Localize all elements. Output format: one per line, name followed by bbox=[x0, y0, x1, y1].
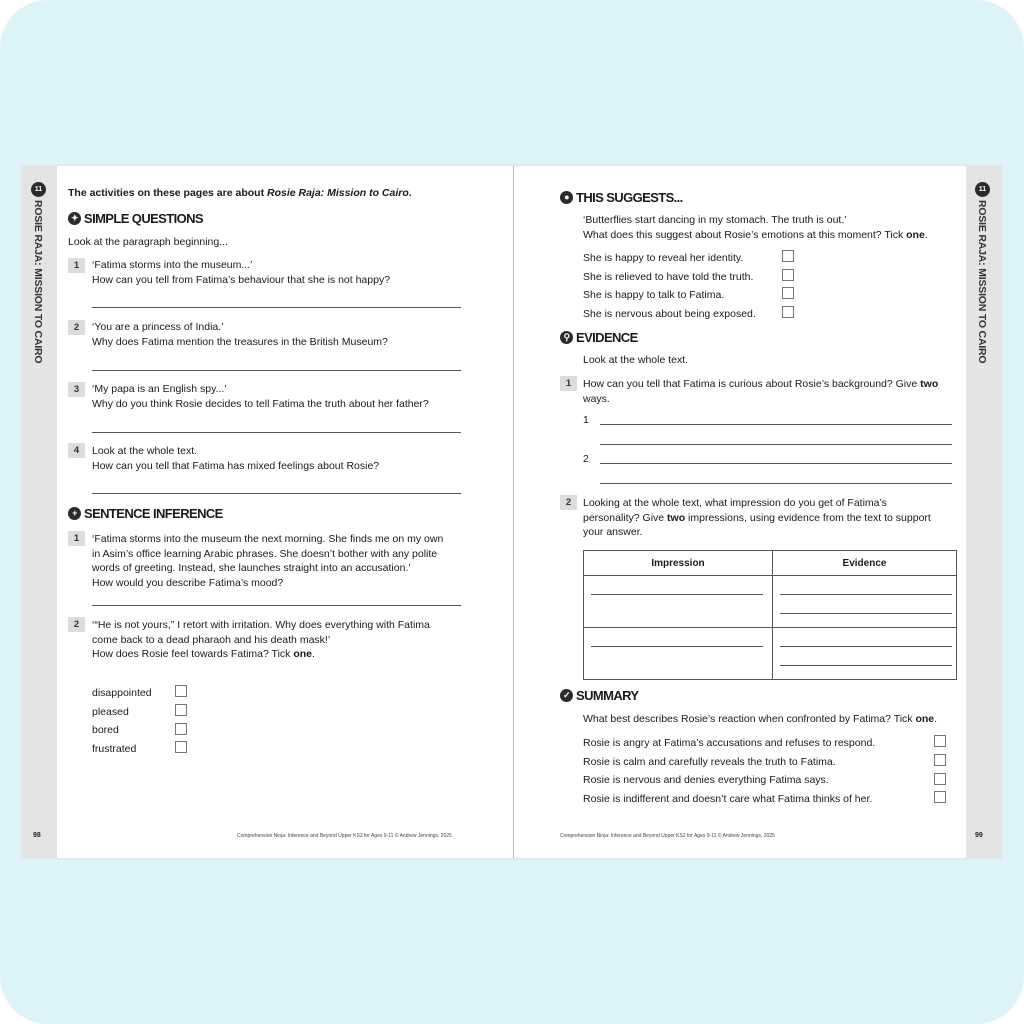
answer-line[interactable] bbox=[92, 493, 461, 494]
quote-line: in Asim’s office learning Arabic phrases. She doesn’t bother with any polite bbox=[92, 547, 438, 560]
question-number: 1 bbox=[68, 531, 85, 546]
question-prompt bbox=[92, 647, 430, 662]
option-label: Rosie is indifferent and doesn’t care what Fatima thinks of her. bbox=[583, 793, 873, 806]
evidence-heading bbox=[560, 330, 638, 345]
intro-prefix: The activities on these pages are about bbox=[68, 187, 267, 199]
question-text bbox=[583, 377, 938, 406]
question-text bbox=[92, 382, 429, 411]
tick-box[interactable] bbox=[934, 791, 946, 803]
answer-line[interactable] bbox=[600, 424, 952, 425]
tick-box[interactable] bbox=[934, 735, 946, 747]
simple-questions-heading bbox=[68, 211, 203, 226]
question-text bbox=[92, 320, 388, 349]
option-label: frustrated bbox=[92, 743, 137, 756]
reaction-options bbox=[583, 734, 875, 809]
heading-label: SUMMARY bbox=[576, 688, 639, 703]
chapter-number-badge: 11 bbox=[975, 182, 990, 197]
chapter-title-vertical: ROSIE RAJA: MISSION TO CAIRO bbox=[976, 200, 988, 364]
left-chapter-tab bbox=[22, 166, 57, 858]
quote-line: come back to a dead pharaoh and his death mask!’ bbox=[92, 633, 331, 646]
prompt-end: . bbox=[312, 648, 315, 660]
chapter-number-badge: 11 bbox=[31, 182, 46, 197]
impression-cell[interactable] bbox=[584, 576, 773, 628]
prompt-bold: two bbox=[920, 378, 939, 390]
heading-label: EVIDENCE bbox=[576, 330, 638, 345]
page-number-right: 99 bbox=[975, 832, 983, 839]
prompt-bold: one bbox=[915, 713, 935, 725]
question-number: 3 bbox=[68, 382, 85, 397]
question-quote: ‘Fatima storms into the museum...’ bbox=[92, 259, 253, 271]
prompt-text: impressions, using evidence from the text to support bbox=[685, 511, 931, 524]
answer-line[interactable] bbox=[780, 665, 952, 666]
answer-line[interactable] bbox=[92, 370, 461, 371]
question-lead: Look at the whole text. bbox=[92, 445, 198, 457]
option-label: She is happy to reveal her identity. bbox=[583, 252, 744, 264]
answer-line[interactable] bbox=[600, 444, 952, 445]
option-label: bored bbox=[92, 724, 119, 737]
answer-line[interactable] bbox=[780, 646, 952, 647]
question-text bbox=[92, 532, 443, 590]
question-prompt bbox=[583, 377, 938, 392]
question-prompt: How can you tell from Fatima’s behaviour that she is not happy? bbox=[92, 273, 391, 286]
quote-line: ‘Fatima storms into the museum the next morning. She finds me on my own bbox=[92, 533, 444, 545]
column-header-evidence: Evidence bbox=[773, 551, 957, 576]
heading-label: SIMPLE QUESTIONS bbox=[84, 211, 203, 226]
quote-line: words of greeting. Instead, she launches straight into an accusation.’ bbox=[92, 562, 411, 574]
prompt-bold: one bbox=[293, 648, 313, 660]
option-label: She is relieved to have told the truth. bbox=[583, 270, 754, 283]
prompt-text: personality? Give bbox=[583, 511, 668, 524]
question-text bbox=[92, 618, 430, 662]
evidence-lead: Look at the whole text. bbox=[583, 354, 689, 366]
footer-left: Comprehension Ninja: Inference and Beyond Upper KS2 for Ages 9-11 © Andrew Jennings, 2025 bbox=[237, 833, 452, 839]
ninja-star-icon: ✦ bbox=[68, 212, 81, 225]
impression-evidence-table bbox=[583, 550, 957, 680]
answer-label-1: 1 bbox=[583, 414, 589, 426]
option-label: Rosie is nervous and denies everything Fatima says. bbox=[583, 774, 829, 787]
right-chapter-tab bbox=[966, 166, 1001, 858]
prompt-line bbox=[583, 511, 931, 526]
tick-box[interactable] bbox=[175, 685, 187, 697]
tick-box[interactable] bbox=[782, 306, 794, 318]
simple-lead: Look at the paragraph beginning... bbox=[68, 236, 228, 248]
question-prompt: Why do you think Rosie decides to tell Fatima the truth about her father? bbox=[92, 397, 429, 410]
book-spine bbox=[513, 166, 514, 858]
footer-right: Comprehension Ninja: Inference and Beyond Upper KS2 for Ages 9-11 © Andrew Jennings, 2025 bbox=[560, 833, 775, 839]
question-prompt: Why does Fatima mention the treasures in the British Museum? bbox=[92, 335, 388, 348]
tick-box[interactable] bbox=[175, 741, 187, 753]
book-spread bbox=[22, 166, 1001, 858]
evidence-cell[interactable] bbox=[773, 628, 957, 680]
checkmark-icon: ✓ bbox=[560, 689, 573, 702]
prompt-line: Looking at the whole text, what impression do you get of Fatima’s bbox=[583, 497, 887, 509]
quote-line: ‘Butterflies start dancing in my stomach. The truth is out.’ bbox=[583, 214, 847, 226]
tick-box[interactable] bbox=[782, 287, 794, 299]
answer-line[interactable] bbox=[92, 432, 461, 433]
option-label: She is nervous about being exposed. bbox=[583, 308, 756, 321]
answer-line[interactable] bbox=[600, 463, 952, 464]
prompt-text: What best describes Rosie’s reaction when confronted by Fatima? Tick bbox=[583, 713, 916, 725]
question-quote: ‘You are a princess of India.’ bbox=[92, 321, 224, 333]
question-number: 2 bbox=[68, 320, 85, 335]
question-prompt: How would you describe Fatima’s mood? bbox=[92, 576, 284, 589]
page-number-left: 98 bbox=[33, 832, 41, 839]
question-prompt bbox=[583, 712, 937, 727]
table-header-row bbox=[584, 551, 957, 576]
answer-line[interactable] bbox=[780, 594, 952, 595]
quote-line: ‘“He is not yours,” I retort with irritation. Why does everything with Fatima bbox=[92, 619, 430, 631]
tick-box[interactable] bbox=[934, 773, 946, 785]
intro-text bbox=[68, 187, 412, 199]
prompt-end: . bbox=[934, 713, 938, 725]
tick-box[interactable] bbox=[175, 723, 187, 735]
prompt-text: How can you tell that Fatima is curious about Rosie’s background? Give bbox=[583, 378, 921, 390]
plus-icon: + bbox=[68, 507, 81, 520]
option-label: Rosie is angry at Fatima’s accusations and refuses to respond. bbox=[583, 737, 876, 749]
sentence-inference-heading bbox=[68, 506, 223, 521]
question-number: 2 bbox=[68, 617, 85, 632]
answer-line[interactable] bbox=[92, 605, 461, 606]
prompt-bold: one bbox=[906, 228, 925, 241]
tick-box[interactable] bbox=[175, 704, 187, 716]
answer-line[interactable] bbox=[591, 646, 763, 647]
answer-line[interactable] bbox=[591, 594, 763, 595]
summary-heading bbox=[560, 688, 638, 703]
option-label: disappointed bbox=[92, 687, 152, 699]
evidence-cell[interactable] bbox=[773, 576, 957, 628]
intro-suffix: . bbox=[408, 187, 412, 199]
answer-line[interactable] bbox=[92, 307, 461, 308]
tick-box[interactable] bbox=[782, 250, 794, 262]
heading-label: THIS SUGGESTS... bbox=[576, 190, 683, 205]
prompt-text: What does this suggest about Rosie’s emotions at this moment? Tick bbox=[583, 228, 907, 241]
intro-book-title: Rosie Raja: Mission to Cairo bbox=[266, 187, 409, 199]
brain-icon: ● bbox=[560, 191, 573, 204]
chapter-title-vertical: ROSIE RAJA: MISSION TO CAIRO bbox=[32, 200, 44, 364]
column-header-impression: Impression bbox=[584, 551, 773, 576]
table-row bbox=[584, 628, 957, 680]
question-quote: ‘My papa is an English spy...’ bbox=[92, 383, 227, 395]
this-suggests-heading bbox=[560, 190, 683, 205]
question-text bbox=[92, 444, 379, 473]
emotion-options bbox=[583, 249, 756, 324]
prompt-end: . bbox=[924, 228, 928, 241]
tick-box[interactable] bbox=[934, 754, 946, 766]
question-prompt bbox=[583, 228, 928, 243]
mood-options bbox=[92, 684, 152, 759]
heading-label: SENTENCE INFERENCE bbox=[84, 506, 223, 521]
answer-label-2: 2 bbox=[583, 453, 589, 465]
question-text bbox=[92, 258, 390, 287]
impression-cell[interactable] bbox=[584, 628, 773, 680]
option-label: She is happy to talk to Fatima. bbox=[583, 289, 725, 302]
prompt-text: How does Rosie feel towards Fatima? Tick bbox=[92, 648, 294, 660]
question-number: 1 bbox=[560, 376, 577, 391]
option-label: Rosie is calm and carefully reveals the truth to Fatima. bbox=[583, 755, 836, 768]
prompt-bold: two bbox=[667, 511, 686, 524]
suggests-text bbox=[583, 213, 928, 242]
tick-box[interactable] bbox=[782, 269, 794, 281]
answer-line[interactable] bbox=[600, 483, 952, 484]
question-number: 1 bbox=[68, 258, 85, 273]
question-number: 2 bbox=[560, 495, 577, 510]
table-row bbox=[584, 576, 957, 628]
prompt-line: your answer. bbox=[583, 526, 643, 538]
question-number: 4 bbox=[68, 443, 85, 458]
answer-line[interactable] bbox=[780, 613, 952, 614]
question-text bbox=[583, 496, 931, 540]
option-label: pleased bbox=[92, 705, 129, 718]
prompt-continuation: ways. bbox=[583, 392, 610, 405]
question-prompt: How can you tell that Fatima has mixed feelings about Rosie? bbox=[92, 459, 380, 472]
magnifier-icon: ⚲ bbox=[560, 331, 573, 344]
